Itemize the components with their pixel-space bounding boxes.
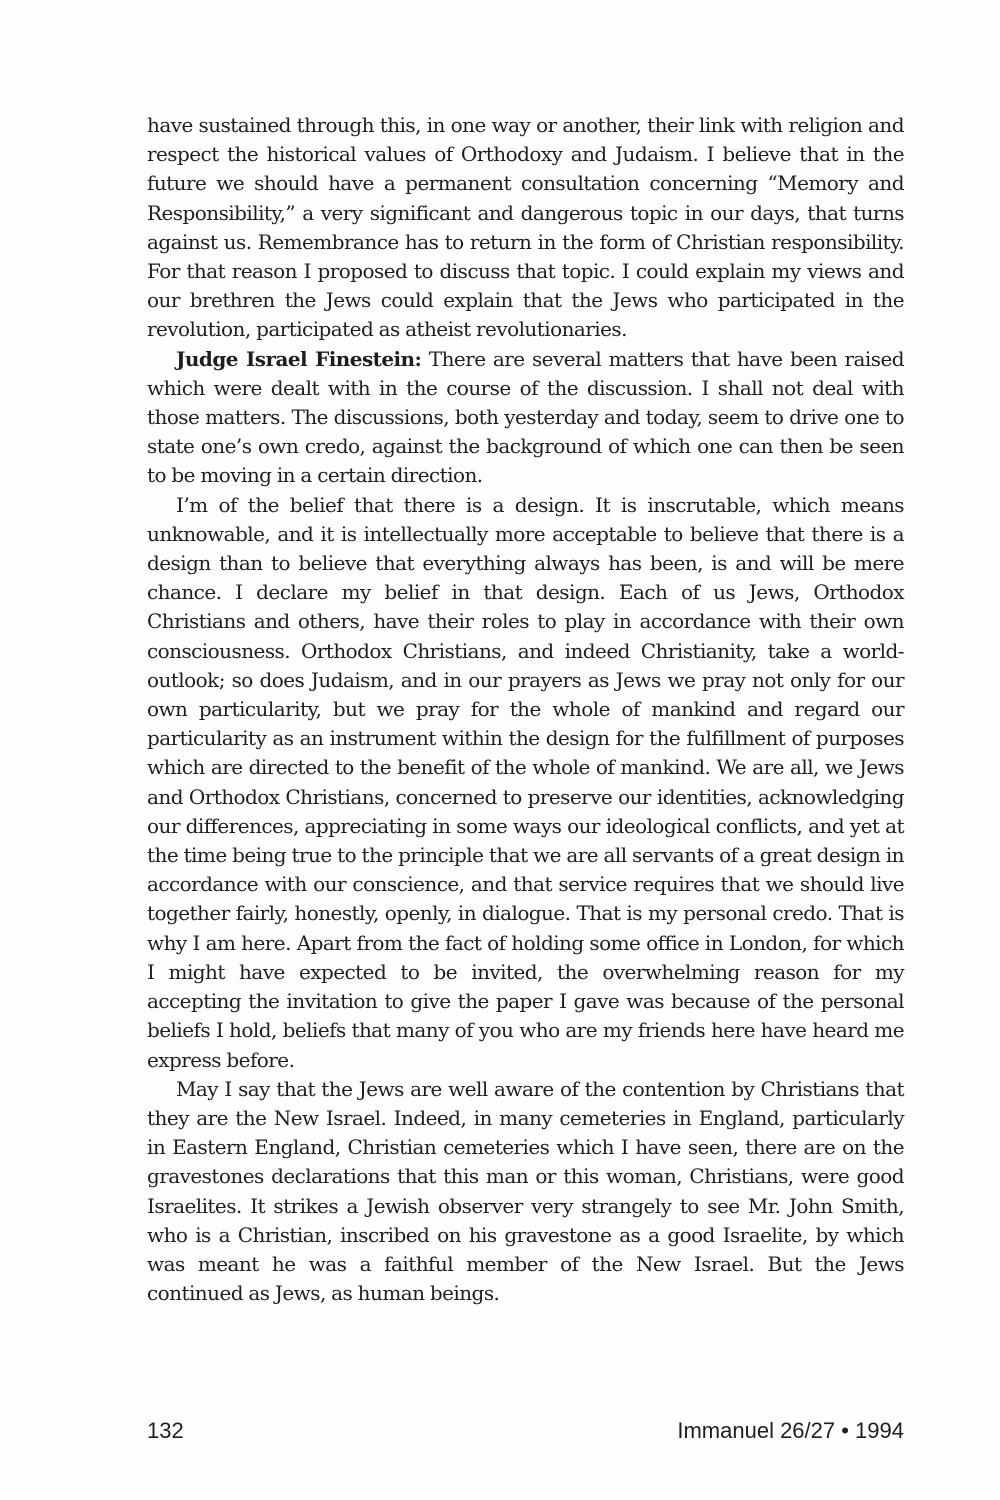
speaker-name: Judge Israel Finestein: <box>176 346 422 371</box>
paragraph-3: I’m of the belief that there is a design. It is inscrutable, which means unknowable, and it is intellectually more acceptable to believe that there is a design than to believe that everything always has been, is and will be mere chance. I declare my belief in that design. Each of us Jews, Orthodox Christians and others, have their roles to play in accordance with their own consciousness. Orthodox Christians, and indeed Christianity, take a world-outlook; so does Judaism, and in our prayers as Jews we pray not only for our own particularity, but we pray for the whole of mankind and regard our particularity as an instrument within the design for the fulfillment of purposes which are directed to the benefit of the whole of mankind. We are all, we Jews and Orthodox Christians, concerned to preserve our identities, acknowledging our differences, appreciating in some ways our ideological conflicts, and yet at the time being true to the principle that we are all servants of a great design in accordance with our conscience, and that service requires that we should live together fairly, honestly, openly, in dialogue. That is my personal credo. That is why I am here. Apart from the fact of holding some office in London, for which I might have expected to be invited, the overwhelming reason for my accepting the invitation to give the paper I gave was because of the personal beliefs I hold, beliefs that many of you who are my friends here have heard me express before. <box>147 492 904 1072</box>
body-text <box>147 111 904 1308</box>
paragraph-4: May I say that the Jews are well aware of the contention by Christians that they are the New Israel. Indeed, in many cemeteries in England, particularly in Eastern England, Christian cemeteries which I have seen, there are on the gravestones declarations that this man or this woman, Christians, were good Israelites. It strikes a Jewish observer very strangely to see Mr. John Smith, who is a Christian, inscribed on his gravestone as a good Israelite, by which was meant he was a faithful member of the New Israel. But the Jews continued as Jews, as human beings. <box>147 1076 904 1306</box>
page-number: 132 <box>147 1418 184 1443</box>
paragraph-2 <box>147 345 904 491</box>
journal-reference: Immanuel 26/27 • 1994 <box>677 1418 904 1443</box>
paragraph-2-text: There are several matters that have been raised which were dealt with in the course of the discussion. I shall not deal with those matters. The discussions, both yesterday and today, seem to drive one to state one’s own credo, against the background of which one can then be seen to be moving in a certain direction. <box>147 346 904 488</box>
paragraph-1: have sustained through this, in one way or another, their link with religion and respect the historical values of Orthodoxy and Judaism. I believe that in the future we should have a permanent consultation concerning “Memory and Responsibility,” a very significant and dangerous topic in our days, that turns against us. Remembrance has to return in the form of Christian responsibility. For that reason I proposed to discuss that topic. I could explain my views and our brethren the Jews could explain that the Jews who participated in the revolution, participated as atheist revolutionaries. <box>147 113 904 342</box>
